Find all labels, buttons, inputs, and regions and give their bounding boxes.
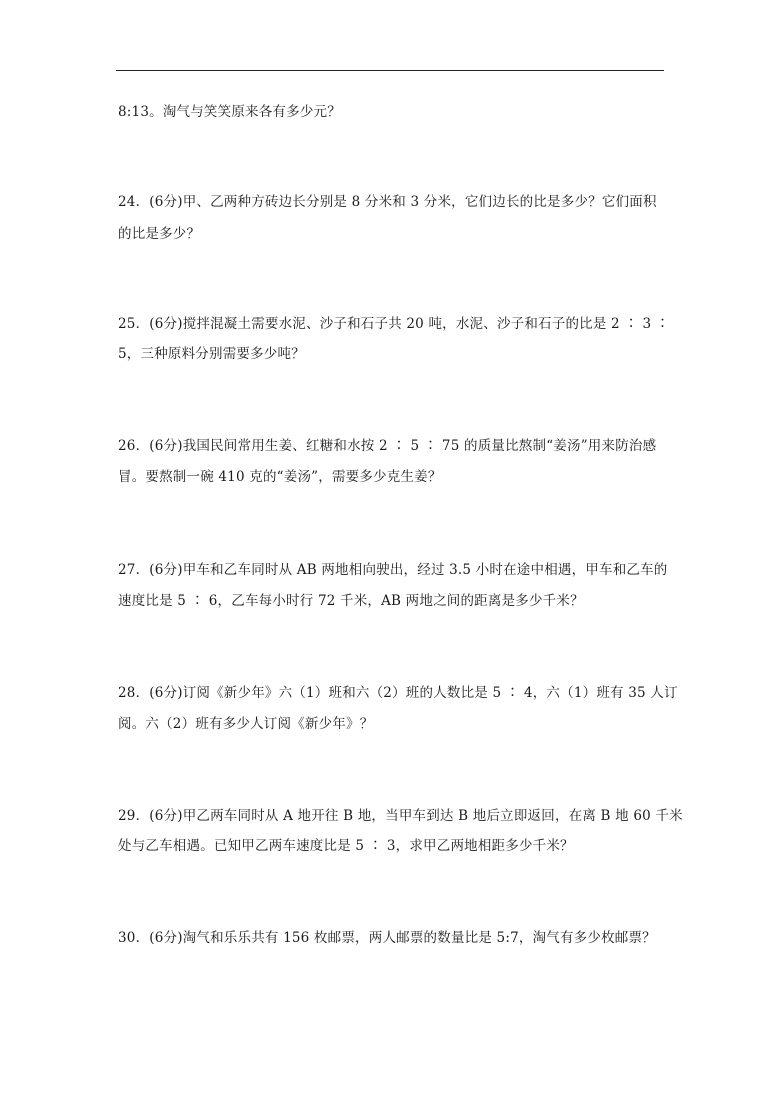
problem-26-line-2: 冒。要熬制一碗 410 克的“姜汤”，需要多少克生姜？ <box>118 469 442 485</box>
problem-27-line-1: 27．(6分)甲车和乙车同时从 AB 两地相向驶出，经过 3.5 小时在途中相遇，甲车和乙车的 <box>118 562 668 578</box>
problem-29-line-2: 处与乙车相遇。已知甲乙两车速度比是 5 ∶ 3，求甲乙两地相距多少千米？ <box>118 838 574 854</box>
problem-27-line-2: 速度比是 5 ∶ 6，乙车每小时行 72 千米，AB 两地之间的距离是多少千米？ <box>118 593 584 609</box>
problem-25-line-1: 25．(6分)搅拌混凝土需要水泥、沙子和石子共 20 吨，水泥、沙子和石子的比是 2 ∶ 3 ∶ <box>118 316 670 332</box>
problem-25-line-2: 5，三种原料分别需要多少吨？ <box>118 346 305 362</box>
problem-30-line-1: 30．(6分)淘气和乐乐共有 156 枚邮票，两人邮票的数量比是 5:7，淘气有多少枚邮票？ <box>118 930 656 946</box>
problem-24-line-2: 的比是多少？ <box>118 226 201 242</box>
problem-24-line-1: 24．(6分)甲、乙两种方砖边长分别是 8 分米和 3 分米，它们边长的比是多少？它们面积 <box>118 194 657 210</box>
problem-26-line-1: 26．(6分)我国民间常用生姜、红糖和水按 2 ∶ 5 ∶ 75 的质量比熬制“姜汤”用来防治感 <box>118 438 657 454</box>
header-rule <box>116 70 664 71</box>
problem-29-line-1: 29．(6分)甲乙两车同时从 A 地开往 B 地，当甲车到达 B 地后立即返回，在离 B 地 60 千米 <box>118 808 683 824</box>
problem-23-continuation: 8:13。淘气与笑笑原来各有多少元？ <box>118 104 341 120</box>
problem-28-line-1: 28．(6分)订阅《新少年》六（1）班和六（2）班的人数比是 5 ∶ 4，六（1）班有 35 人订 <box>118 685 678 701</box>
problem-28-line-2: 阅。六（2）班有多少人订阅《新少年》？ <box>118 716 374 732</box>
